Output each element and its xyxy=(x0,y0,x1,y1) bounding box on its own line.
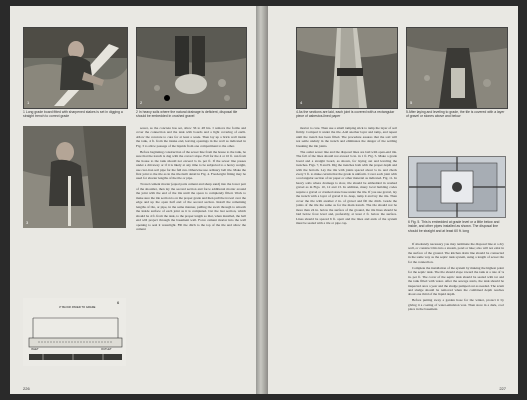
paragraph: sewer, as the concrete has set, allow 36 to 48 hrs. I remove the forms and cover the connection and the tank with boards and a light covering of earth. Allow the concrete to cure for at least a week. Then lay up a brick wall inside the tank, 4 ft. from the intake end, leaving openings in the wall as indicated in Fig. 3 to allow passage of the liquids from one compartment to the other. xyxy=(136,126,246,148)
photo-4-pipe-joint xyxy=(296,27,398,109)
paragraph: If absolutely necessary you may terminate the disposal line at a dry well, or construct this into a stream, pond or lake; also will not exist in the surface of the ground. The kitchen drain line should be connected in the same way as the septic tank system, using a length of sewer tile for the connection. xyxy=(408,242,504,264)
svg-text:3: 3 xyxy=(26,220,29,225)
caption-photo-4: 4 As the sections are laid, each joint is covered with a rectangular piece of asbestos-lined paper xyxy=(296,110,395,119)
photo-5-tile-gravel xyxy=(406,27,508,109)
caption-photo-1: 1 Long grade board fitted with sharpened stakes is set in digging a straight trench to correct grade xyxy=(23,110,123,119)
paragraph: Before beginning construction of the sewer line from the house to the tank, be sure that the trench is dug with the correct slope. Fall for the 4 or 10 ft. run from the house to the tank should not exceed ¼ in. per ft. If the sewer line passes under a driveway or if it is likely at any time to be subjected to a heavy weight, use cast-iron soil pipe for the full run. Otherwise use ordinary bell tile. Make the first joint to the tile as in the tile-built detail in Fig. 4. Fresh-tight fitting may be used for shorter lengths of the tile or pipe. xyxy=(136,149,246,181)
paragraph-garden-hose-tip: Before putting away a garden hose for the winter, protect it by giving it a coating of water-emulsion wax. Then store in a dark, cool place in the basement. xyxy=(408,298,504,312)
caption-photo-2: 2 In heavy soils where the natural drainage is deficient, disposal tile should be embedded in crushed gravel xyxy=(136,110,238,119)
page-number-right: 227 xyxy=(499,386,506,391)
left-page xyxy=(10,6,256,394)
page-number-left: 226 xyxy=(23,386,30,391)
paragraph: mortar to cure. Then use a small tamping stick to tamp the layer of soil firmly. Compact it under the tile. Add another layer and tamp, and repeat until the trench has been filled. The procedure assures that the soil will not settle unduly in the trench and eliminates the danger of the settling breaking the tile joints. xyxy=(296,126,397,148)
photo-1-grade-board xyxy=(23,27,128,109)
caption-photo-5: 5 After laying and leveling to grade, the tile is covered with a layer of gravel or stones above and below xyxy=(406,110,505,119)
right-page-text-column-2 xyxy=(408,242,504,378)
svg-text:1: 1 xyxy=(27,100,30,105)
photo-2-tile-in-gravel xyxy=(136,27,247,109)
svg-text:2: 2 xyxy=(140,100,143,105)
svg-text:5: 5 xyxy=(410,100,413,105)
paragraph: Complete the installation of the system by making the highest point for the septic tank. The tile should slope toward the tank at a rate of ¼ in. per ft. The cover of the septic tank should be sealed with tar and the tank filled with water. After the sewage starts, the tank should be inspected once a year and the sludge pumped out as needed. The scum and sludge should be removed when the combined depth reaches about one third of the liquid depth. xyxy=(408,265,504,297)
page-gutter xyxy=(256,6,268,394)
svg-text:4: 4 xyxy=(300,100,303,105)
paragraph: Trowel cement mortar (equal parts cement and sharp sand) into the lower part of the shoulder, then lay the second section and force additional mortar around the joint with the end of the tile until the space is completely filled. Work to make sure the tile section is on the proper grade and then pull the trowel over the edge and up the open half end of the second section. Install the remaining lengths of tile, or pipe, in the same manner, pulling the swab through to smooth the inside surface of each joint as it is completed. Cut the last section, which should be 4 ft. from the tank, to the proper length so that, when installed, the bell end will project through the basement wall. Force cement mortar into the wall opening to seal it watertight. Fill the ditch to the top of the tile and allow the cement xyxy=(136,182,246,231)
drawing-fig-number: 6 xyxy=(117,300,120,305)
drawing-distribution-box xyxy=(408,156,506,218)
right-page-text-column-1 xyxy=(296,126,397,378)
drawing-fig-6-trench-section xyxy=(23,298,126,366)
drawing-label-block: 3" BLOCK PAVED TO GRADE xyxy=(59,306,96,309)
right-page xyxy=(268,6,518,394)
photo-3-checking-trench xyxy=(23,126,126,228)
left-page-text-column xyxy=(136,126,246,376)
paragraph: The outlet sewer line and the disposal lines are laid with open-end tile. The fall of the lines should not exceed ¼ in. in 1 ft. Fig. 5. Make a grade board and a straight board, as shown, for laying out and leveling the trenches. Figs. 7, 8 and 9. Dig the trenches both with the proper depth and with the bottom. Lay the tile with joints spaced about ¼ in. and check every 5 ft. to make certain that the grade is uniform. Cover each joint with a rectangular section of tar paper or other material as indicated. Fig. 11. In heavy soils where drainage is slow, tile should be embedded in washed gravel as in Figs. 10, 12 and 13. In addition, many local building codes require a gravel or crushed stone base under the tile. If you use gravel, lay the trench with a layer of gravel 6 in. deep, tamp it and lay the tile. Then cover the tile with another 2 in. of gravel and fill the ditch. Grade the joints of the tile the same as for the main trench. The tile should not be more than 24 in. below the surface of the ground, the tile lines should be laid below frost level and, preferably, at least 2 ft. below the surface. Lines should be spaced 6 ft. apart and the lines and ends of the system must be sealed with a tile or pipe cap. xyxy=(296,149,397,226)
drawing-label-inlet: INLET xyxy=(31,348,39,351)
caption-figure-6: 6 Fig. 5. This is embedded at grade level or a little below and inside, and other pipes installed as shown. The disposal line should be straight and at least 60 ft. long xyxy=(408,220,500,233)
drawing-label-outlet: OUTLET xyxy=(101,348,112,351)
